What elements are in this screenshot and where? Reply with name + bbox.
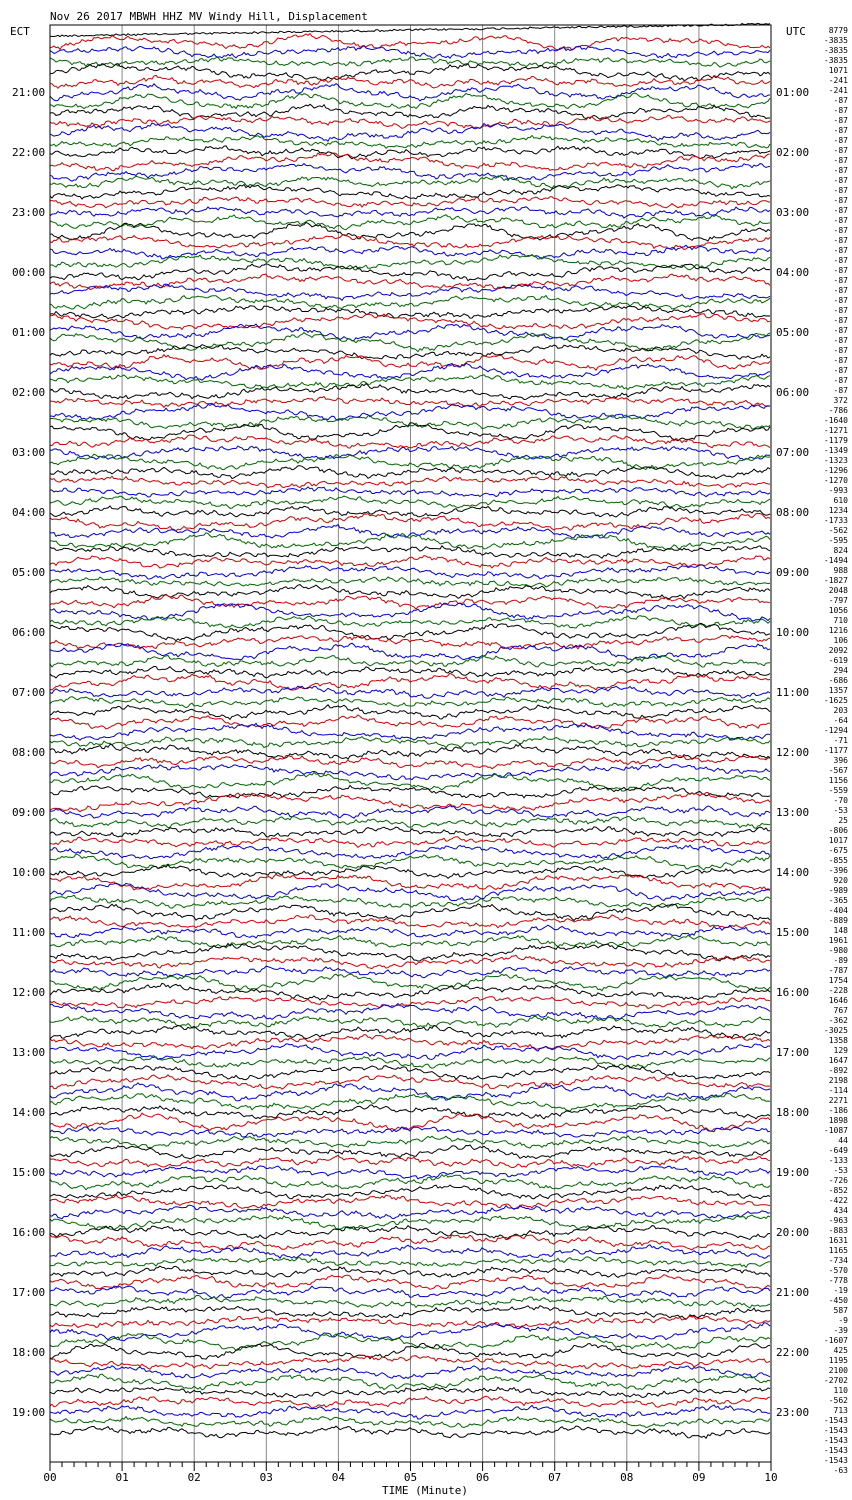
trace-offset-value: -19 — [833, 1286, 848, 1295]
trace-offset-value: -87 — [833, 106, 848, 115]
trace-offset-value: -1296 — [823, 466, 848, 475]
trace-offset-value: -87 — [833, 176, 848, 185]
trace-offset-value: -87 — [833, 286, 848, 295]
trace-offset-value: -87 — [833, 186, 848, 195]
trace-offset-value: -87 — [833, 226, 848, 235]
trace-offset-value: -87 — [833, 126, 848, 135]
trace-offset-value: -787 — [828, 966, 848, 975]
left-hour-label: 12:00 — [12, 986, 46, 999]
trace-offset-value: -1294 — [823, 726, 848, 735]
right-hour-label: 22:00 — [776, 1346, 810, 1359]
trace-offset-value: 294 — [833, 666, 848, 675]
trace-offset-value: 610 — [833, 496, 848, 505]
right-axis-title: UTC — [786, 25, 806, 38]
trace-offset-value: 372 — [833, 396, 848, 405]
trace-offset-value: -87 — [833, 316, 848, 325]
trace-offset-value: -87 — [833, 296, 848, 305]
trace-offset-value: -87 — [833, 96, 848, 105]
left-hour-label: 11:00 — [12, 926, 46, 939]
trace-offset-value: -241 — [828, 86, 848, 95]
trace-offset-value: -980 — [828, 946, 848, 955]
right-hour-label: 13:00 — [776, 806, 810, 819]
trace-offset-value: -619 — [828, 656, 848, 665]
right-hour-label: 15:00 — [776, 926, 810, 939]
trace-offset-value: 1358 — [828, 1036, 848, 1045]
right-hour-label: 08:00 — [776, 506, 810, 519]
left-hour-label: 01:00 — [12, 326, 46, 339]
left-hour-label: 22:00 — [12, 146, 46, 159]
x-tick-label: 02 — [187, 1471, 201, 1484]
trace-offset-value: -228 — [828, 986, 848, 995]
trace-offset-value: -1827 — [823, 576, 848, 585]
trace-offset-value: 148 — [833, 926, 848, 935]
trace-offset-value: -562 — [828, 1396, 848, 1405]
trace-offset-value: 920 — [833, 876, 848, 885]
trace-offset-value: -87 — [833, 156, 848, 165]
trace-offset-value: -2702 — [823, 1376, 848, 1385]
trace-offset-value: -3835 — [823, 56, 848, 65]
trace-offset-value: 2198 — [828, 1076, 848, 1085]
trace-offset-value: -1640 — [823, 416, 848, 425]
x-tick-label: 07 — [548, 1471, 562, 1484]
trace-offset-value: 2092 — [828, 646, 848, 655]
left-hour-label: 04:00 — [12, 506, 46, 519]
trace-offset-value: -87 — [833, 336, 848, 345]
trace-offset-value: 1898 — [828, 1116, 848, 1125]
trace-offset-value: -1494 — [823, 556, 848, 565]
trace-offset-value: -87 — [833, 206, 848, 215]
trace-offset-value: -567 — [828, 766, 848, 775]
left-hour-label: 15:00 — [12, 1166, 46, 1179]
right-hour-label: 07:00 — [776, 446, 810, 459]
trace-offset-value: -114 — [828, 1086, 848, 1095]
trace-offset-value: -3835 — [823, 36, 848, 45]
trace-offset-value: 710 — [833, 616, 848, 625]
trace-offset-value: -1270 — [823, 476, 848, 485]
right-hour-label: 01:00 — [776, 86, 810, 99]
trace-offset-value: -734 — [828, 1256, 848, 1265]
trace-offset-value: -87 — [833, 386, 848, 395]
x-tick-label: 06 — [475, 1471, 490, 1484]
right-hour-label: 17:00 — [776, 1046, 810, 1059]
trace-offset-value: -649 — [828, 1146, 848, 1155]
right-hour-label: 11:00 — [776, 686, 810, 699]
trace-offset-value: 203 — [833, 706, 848, 715]
right-hour-label: 06:00 — [776, 386, 810, 399]
trace-offset-value: -595 — [828, 536, 848, 545]
trace-offset-value: -570 — [828, 1266, 848, 1275]
trace-offset-value: 106 — [833, 636, 848, 645]
trace-offset-value: 767 — [833, 1006, 848, 1015]
left-hour-label: 03:00 — [12, 446, 46, 459]
trace-offset-value: 1165 — [828, 1246, 848, 1255]
x-tick-label: 04 — [331, 1471, 346, 1484]
right-hour-label: 10:00 — [776, 626, 810, 639]
trace-offset-value: 824 — [833, 546, 848, 555]
trace-offset-value: -989 — [828, 886, 848, 895]
trace-offset-value: -87 — [833, 276, 848, 285]
right-hour-label: 20:00 — [776, 1226, 810, 1239]
trace-offset-value: -64 — [833, 716, 848, 725]
trace-offset-value: -1543 — [823, 1436, 848, 1445]
trace-offset-value: -1271 — [823, 426, 848, 435]
trace-offset-value: 1017 — [828, 836, 848, 845]
right-hour-label: 02:00 — [776, 146, 810, 159]
trace-offset-value: -892 — [828, 1066, 848, 1075]
trace-offset-value: -9 — [838, 1316, 848, 1325]
left-hour-label: 23:00 — [12, 206, 46, 219]
trace-offset-value: -87 — [833, 196, 848, 205]
trace-offset-value: -1543 — [823, 1456, 848, 1465]
right-hour-label: 18:00 — [776, 1106, 810, 1119]
trace-offset-value: -365 — [828, 896, 848, 905]
trace-offset-value: -53 — [833, 806, 848, 815]
left-hour-label: 06:00 — [12, 626, 46, 639]
trace-offset-value: -1087 — [823, 1126, 848, 1135]
x-axis — [43, 1462, 777, 1484]
trace-offset-value: -87 — [833, 136, 848, 145]
trace-offset-value: -87 — [833, 356, 848, 365]
trace-offset-value: 1357 — [828, 686, 848, 695]
right-hour-label: 21:00 — [776, 1286, 810, 1299]
trace-offset-value: -1179 — [823, 436, 848, 445]
right-hour-labels — [776, 86, 809, 1419]
trace-offset-value: -422 — [828, 1196, 848, 1205]
left-hour-label: 00:00 — [12, 266, 46, 279]
trace-offset-value: -450 — [828, 1296, 848, 1305]
trace-offset-value: 129 — [833, 1046, 848, 1055]
trace-offset-value: 1754 — [828, 976, 848, 985]
trace-offset-value: -87 — [833, 376, 848, 385]
trace-offset-value: 1631 — [828, 1236, 848, 1245]
trace-offset-value: -852 — [828, 1186, 848, 1195]
left-hour-label: 14:00 — [12, 1106, 46, 1119]
right-hour-label: 19:00 — [776, 1166, 810, 1179]
left-hour-label: 08:00 — [12, 746, 46, 759]
trace-offset-value: -87 — [833, 236, 848, 245]
chart-title: Nov 26 2017 MBWH HHZ MV Windy Hill, Displacement — [50, 10, 368, 23]
trace-offset-value: -87 — [833, 256, 848, 265]
trace-offset-value: -1543 — [823, 1416, 848, 1425]
trace-offset-value: -806 — [828, 826, 848, 835]
trace-offset-value: -362 — [828, 1016, 848, 1025]
left-hour-labels — [12, 86, 45, 1419]
trace-offset-value: 988 — [833, 566, 848, 575]
left-hour-label: 10:00 — [12, 866, 46, 879]
trace-offset-value: -726 — [828, 1176, 848, 1185]
trace-offset-value: 25 — [838, 816, 848, 825]
trace-offset-value: -53 — [833, 1166, 848, 1175]
left-hour-label: 17:00 — [12, 1286, 46, 1299]
trace-offset-value: -797 — [828, 596, 848, 605]
trace-offset-value: -883 — [828, 1226, 848, 1235]
trace-offset-value: -87 — [833, 346, 848, 355]
trace-offset-value: -87 — [833, 116, 848, 125]
trace-offset-value: -1607 — [823, 1336, 848, 1345]
x-tick-label: 01 — [115, 1471, 129, 1484]
trace-offset-value: 425 — [833, 1346, 848, 1355]
x-tick-label: 09 — [692, 1471, 706, 1484]
trace-offset-value: 110 — [833, 1386, 848, 1395]
x-tick-label: 10 — [764, 1471, 778, 1484]
x-tick-label: 03 — [259, 1471, 273, 1484]
right-hour-label: 14:00 — [776, 866, 810, 879]
trace-offset-value: -1323 — [823, 456, 848, 465]
right-hour-label: 09:00 — [776, 566, 810, 579]
right-hour-label: 03:00 — [776, 206, 810, 219]
trace-offset-value: -1733 — [823, 516, 848, 525]
trace-offset-values — [824, 26, 848, 1475]
trace-offset-value: 434 — [833, 1206, 848, 1215]
trace-offset-value: 8779 — [828, 26, 848, 35]
trace-offset-value: -3025 — [823, 1026, 848, 1035]
right-hour-label: 23:00 — [776, 1406, 810, 1419]
trace-offset-value: -133 — [828, 1156, 848, 1165]
trace-offset-value: 1071 — [828, 66, 848, 75]
trace-offset-value: -87 — [833, 166, 848, 175]
trace-offset-value: -404 — [828, 906, 848, 915]
trace-offset-value: -87 — [833, 146, 848, 155]
trace-offset-value: 1156 — [828, 776, 848, 785]
trace-offset-value: -562 — [828, 526, 848, 535]
trace-offset-value: -1625 — [823, 696, 848, 705]
trace-offset-value: -71 — [833, 736, 848, 745]
right-hour-label: 05:00 — [776, 326, 810, 339]
trace-offset-value: -559 — [828, 786, 848, 795]
left-hour-label: 02:00 — [12, 386, 46, 399]
trace-offset-value: -1349 — [823, 446, 848, 455]
trace-offset-value: -39 — [833, 1326, 848, 1335]
x-tick-label: 08 — [620, 1471, 634, 1484]
trace-offset-value: -63 — [833, 1466, 848, 1475]
left-hour-label: 05:00 — [12, 566, 46, 579]
trace-offset-value: 713 — [833, 1406, 848, 1415]
x-tick-label: 05 — [403, 1471, 418, 1484]
trace-offset-value: 1216 — [828, 626, 848, 635]
trace-offset-value: -889 — [828, 916, 848, 925]
trace-offset-value: -87 — [833, 266, 848, 275]
trace-offset-value: 44 — [838, 1136, 848, 1145]
left-hour-label: 16:00 — [12, 1226, 46, 1239]
trace-offset-value: 2048 — [828, 586, 848, 595]
x-axis-label: TIME (Minute) — [381, 1484, 469, 1497]
trace-offset-value: -87 — [833, 246, 848, 255]
trace-offset-value: -686 — [828, 676, 848, 685]
trace-offset-value: 2100 — [828, 1366, 848, 1375]
trace-offset-value: -89 — [833, 956, 848, 965]
right-hour-label: 12:00 — [776, 746, 810, 759]
trace-offset-value: 1647 — [828, 1056, 848, 1065]
left-hour-label: 21:00 — [12, 86, 46, 99]
left-hour-label: 18:00 — [12, 1346, 46, 1359]
trace-offset-value: -241 — [828, 76, 848, 85]
trace-offset-value: -1177 — [823, 746, 848, 755]
left-axis-title: ECT — [10, 25, 30, 38]
trace-offset-value: -786 — [828, 406, 848, 415]
trace-offset-value: -778 — [828, 1276, 848, 1285]
trace-offset-value: -186 — [828, 1106, 848, 1115]
trace-offset-value: -396 — [828, 866, 848, 875]
left-hour-label: 09:00 — [12, 806, 46, 819]
trace-offset-value: 1056 — [828, 606, 848, 615]
trace-offset-value: -1543 — [823, 1426, 848, 1435]
trace-offset-value: -963 — [828, 1216, 848, 1225]
right-hour-label: 16:00 — [776, 986, 810, 999]
trace-offset-value: 587 — [833, 1306, 848, 1315]
trace-offset-value: -993 — [828, 486, 848, 495]
trace-offset-value: -70 — [833, 796, 848, 805]
trace-offset-value: 396 — [833, 756, 848, 765]
left-hour-label: 13:00 — [12, 1046, 46, 1059]
trace-offset-value: 1646 — [828, 996, 848, 1005]
trace-offset-value: -87 — [833, 306, 848, 315]
right-hour-label: 04:00 — [776, 266, 810, 279]
trace-offset-value: 1234 — [828, 506, 848, 515]
trace-offset-value: -1543 — [823, 1446, 848, 1455]
trace-offset-value: -675 — [828, 846, 848, 855]
left-hour-label: 19:00 — [12, 1406, 46, 1419]
trace-offset-value: 1195 — [828, 1356, 848, 1365]
x-tick-label: 00 — [43, 1471, 57, 1484]
trace-offset-value: 1961 — [828, 936, 848, 945]
trace-offset-value: -87 — [833, 366, 848, 375]
trace-offset-value: -3835 — [823, 46, 848, 55]
trace-offset-value: -855 — [828, 856, 848, 865]
trace-offset-value: -87 — [833, 216, 848, 225]
left-hour-label: 07:00 — [12, 686, 46, 699]
trace-offset-value: -87 — [833, 326, 848, 335]
trace-offset-value: 2271 — [828, 1096, 848, 1105]
